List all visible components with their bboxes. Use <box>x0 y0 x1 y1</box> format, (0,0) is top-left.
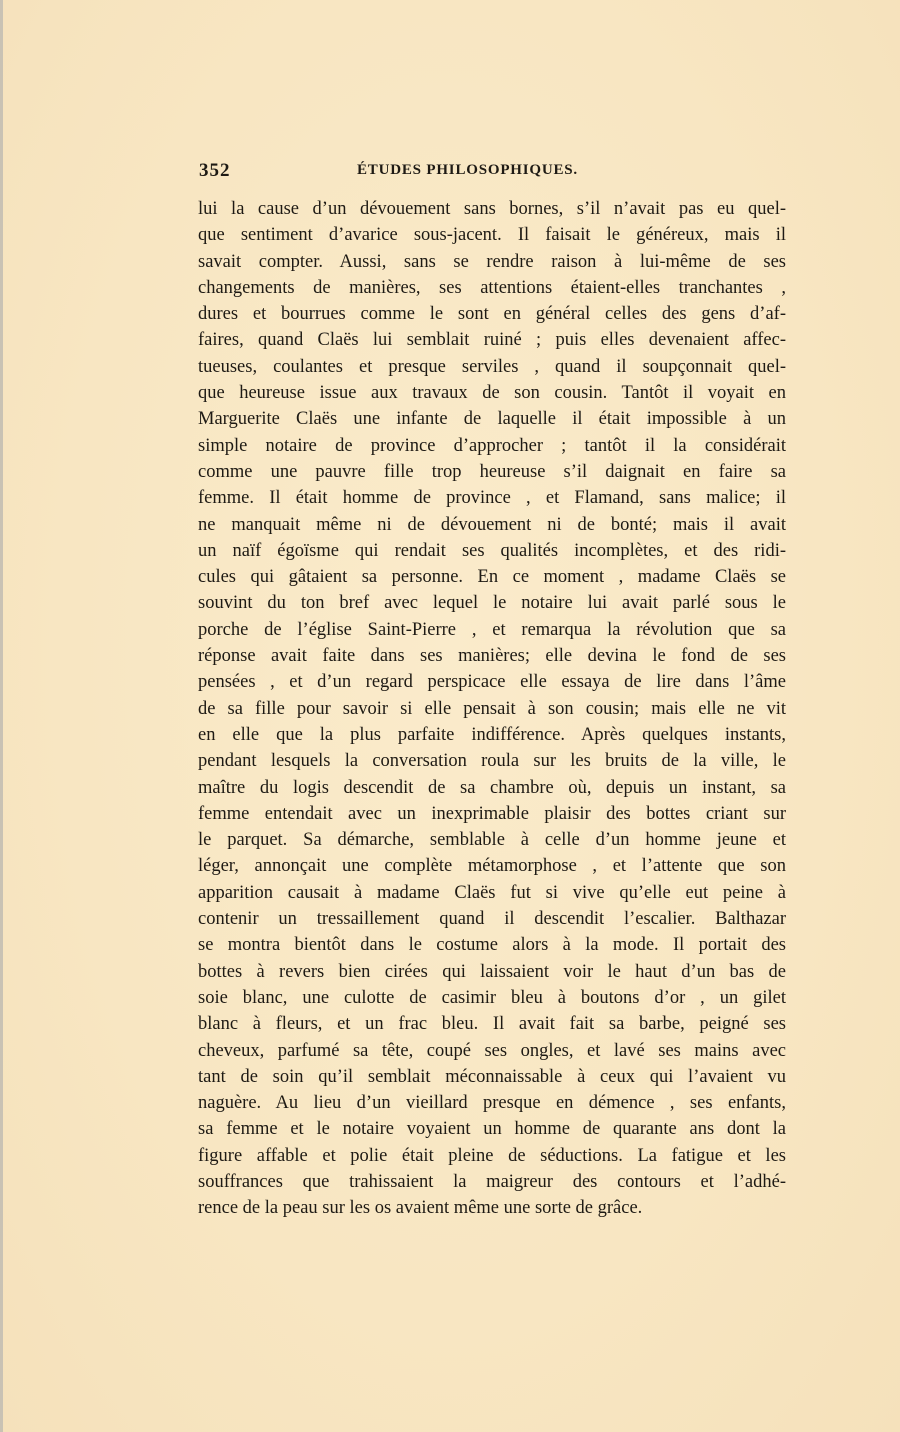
text-line: soie blanc, une culotte de casimir bleu à boutons d’or , un gilet <box>198 987 786 1008</box>
text-line: naguère. Au lieu d’un vieillard presque en démence , ses enfants, <box>198 1093 786 1114</box>
text-line: en elle que la plus parfaite indifférence. Après quelques instants, <box>198 724 786 745</box>
text-line: souffrances que trahissaient la maigreur des contours et l’adhé- <box>198 1171 786 1192</box>
text-line: contenir un tressaillement quand il descendit l’escalier. Balthazar <box>198 909 786 930</box>
text-line: réponse avait faite dans ses manières; elle devina le fond de ses <box>198 646 786 667</box>
text-line: changements de manières, ses attentions étaient-elles tranchantes , <box>198 277 786 298</box>
text-line: femme entendait avec un inexprimable plaisir des bottes criant sur <box>198 803 786 824</box>
running-title: ÉTUDES PHILOSOPHIQUES. <box>357 162 578 178</box>
text-line: pendant lesquels la conversation roula sur les bruits de la ville, le <box>198 751 786 772</box>
page-edge <box>0 0 3 1432</box>
text-line: ne manquait même ni de dévouement ni de bonté; mais il avait <box>198 514 786 535</box>
text-line: simple notaire de province d’approcher ; tantôt il la considérait <box>198 435 786 456</box>
running-header <box>199 160 785 186</box>
text-line: un naïf égoïsme qui rendait ses qualités incomplètes, et des ridi- <box>198 540 786 561</box>
text-line: léger, annonçait une complète métamorphose , et l’attente que son <box>198 856 786 877</box>
text-line: que heureuse issue aux travaux de son cousin. Tantôt il voyait en <box>198 383 786 404</box>
text-line: faires, quand Claës lui semblait ruiné ; puis elles devenaient affec- <box>198 330 786 351</box>
text-line: sa femme et le notaire voyaient un homme de quarante ans dont la <box>198 1119 786 1140</box>
text-line-last: rence de la peau sur les os avaient même une sorte de grâce. <box>198 1198 643 1219</box>
text-line: lui la cause d’un dévouement sans bornes, s’il n’avait pas eu quel- <box>198 199 786 219</box>
text-line: blanc à fleurs, et un frac bleu. Il avait fait sa barbe, peigné ses <box>198 1014 786 1035</box>
text-line: cheveux, parfumé sa tête, coupé ses ongles, et lavé ses mains avec <box>198 1040 786 1061</box>
text-line: comme une pauvre fille trop heureuse s’il daignait en faire sa <box>198 461 786 482</box>
text-line: le parquet. Sa démarche, semblable à celle d’un homme jeune et <box>198 830 786 851</box>
text-line: apparition causait à madame Claës fut si vive qu’elle eut peine à <box>198 882 786 903</box>
text-line: tant de soin qu’il semblait méconnaissable à ceux qui l’avaient vu <box>198 1066 786 1087</box>
text-line: se montra bientôt dans le costume alors à la mode. Il portait des <box>198 935 786 956</box>
text-line: maître du logis descendit de sa chambre où, depuis un instant, sa <box>198 777 786 798</box>
text-line: savait compter. Aussi, sans se rendre raison à lui-même de ses <box>198 251 786 272</box>
text-line: bottes à revers bien cirées qui laissaient voir le haut d’un bas de <box>198 961 786 982</box>
text-line: que sentiment d’avarice sous-jacent. Il faisait le généreux, mais il <box>198 225 786 246</box>
text-line: porche de l’église Saint-Pierre , et remarqua la révolution que sa <box>198 619 786 640</box>
text-line: tueuses, coulantes et presque serviles , quand il soupçonnait quel- <box>198 356 786 377</box>
text-line: femme. Il était homme de province , et Flamand, sans malice; il <box>198 488 786 509</box>
text-line: de sa fille pour savoir si elle pensait à son cousin; mais elle ne vit <box>198 698 786 719</box>
text-line: cules qui gâtaient sa personne. En ce moment , madame Claës se <box>198 567 786 588</box>
text-line: figure affable et polie était pleine de séductions. La fatigue et les <box>198 1145 786 1166</box>
text-line: pensées , et d’un regard perspicace elle essaya de lire dans l’âme <box>198 672 786 693</box>
text-line: souvint du ton bref avec lequel le notaire lui avait parlé sous le <box>198 593 786 614</box>
text-line: dures et bourrues comme le sont en général celles des gens d’af- <box>198 304 786 325</box>
page-number: 352 <box>199 160 231 181</box>
body-text <box>198 196 786 1222</box>
text-line: Marguerite Claës une infante de laquelle il était impossible à un <box>198 409 786 430</box>
